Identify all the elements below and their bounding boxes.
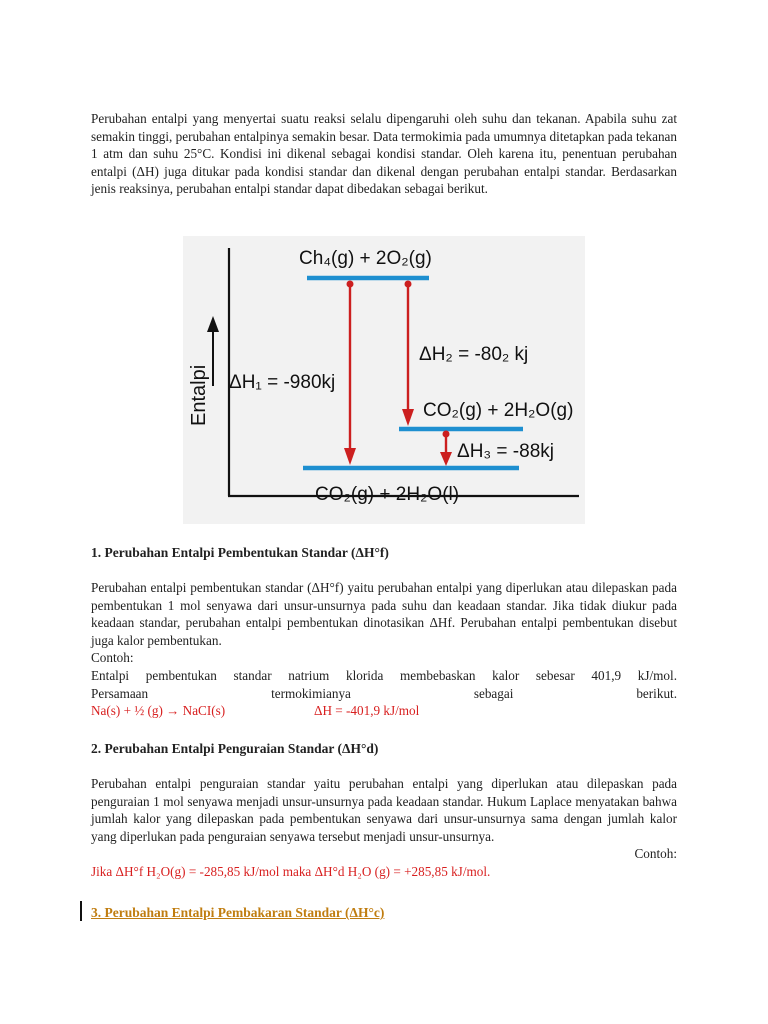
- dh3-label: ΔH₃ = -88kj: [457, 441, 554, 462]
- section-1-heading: 1. Perubahan Entalpi Pembentukan Standar (ΔH°f): [91, 545, 389, 560]
- axis-up-arrow-head: [207, 316, 219, 332]
- intro-paragraph: Perubahan entalpi yang menyertai suatu reaksi selalu dipengaruhi oleh suhu dan tekanan. Apabila suhu zat semakin tinggi, perubahan entalpinya semakin besar. Data termokimia pada umumnya ditetapkan pada tekanan 1 atm dan suhu 25°C. Kondisi ini dikenal sebagai kondisi standar. Oleh karena itu, penentuan perubahan entalpi (ΔH) juga ditukar pada kondisi standar dan dikenal dengan perubahan entalpi standar. Berdasarkan jenis reaksinya, perubahan entalpi standar dapat dibedakan sebagai berikut.: [91, 111, 677, 197]
- dh1-arrow-head: [344, 448, 356, 465]
- section-1-contoh: Contoh:: [91, 650, 134, 666]
- section-1-example-a: Entalpi pembentukan standar natrium klorida membebaskan kalor sebesar 401,9 kJ/mol.: [91, 667, 677, 683]
- top-level-label: Ch₄(g) + 2O₂(g): [299, 248, 432, 269]
- section-1-equation: [91, 702, 677, 720]
- section-1: [91, 544, 677, 720]
- section-3-heading-link[interactable]: 3. Perubahan Entalpi Pembakaran Standar (ΔH°c): [91, 905, 385, 920]
- document-body: [91, 110, 677, 198]
- section-1-paragraph: Perubahan entalpi pembentukan standar (ΔH°f) yaitu perubahan entalpi yang diperlukan atau dilepaskan pada pembentukan 1 mol senyawa dari unsur-unsurnya pada suhu dan keadaan standar. Jika tidak diukur pada keadaan standar, perubahan entalpi pembentukan dinotasikan ΔHf. Perubahan entalpi pembentukan disebut juga kalor pembentukan.: [91, 580, 677, 648]
- text-cursor: [80, 901, 82, 921]
- section-2-contoh: Contoh:: [634, 846, 677, 862]
- equation-reaction: Na(s) + ½ (g) → NaCI(s): [91, 703, 226, 719]
- section-2-example: Jika ΔH°f H₂O(g) = -285,85 kJ/mol maka ΔH°d H₂O (g) = +285,85 kJ/mol.: [91, 863, 491, 879]
- y-axis-label: Entalpi: [188, 364, 210, 426]
- dh2-label: ΔH₂ = -80₂ kj: [419, 344, 529, 365]
- section-2-paragraph: Perubahan entalpi penguraian standar yaitu perubahan entalpi yang diperlukan atau dilepaskan pada penguraian 1 mol senyawa menjadi unsur-unsurnya pada keadaan standar. Hukum Laplace menyatakan bahwa jumlah kalor yang dilepaskan pada pembentukan senyawa dari unsur-unsurnya sama dengan jumlah kalor yang diperlukan pada penguraian senyawa tersebut menjadi unsur-unsurnya.: [91, 776, 677, 844]
- section-2-heading: 2. Perubahan Entalpi Penguraian Standar (ΔH°d): [91, 741, 379, 756]
- equation-delta-h: ΔH = -401,9 kJ/mol: [314, 703, 420, 719]
- enthalpy-diagram-svg: [183, 236, 585, 524]
- section-1-example-b: Persamaan termokimianya sebagai berikut.: [91, 685, 677, 701]
- dh2-arrow-head: [402, 409, 414, 426]
- dh1-label: ΔH₁ = -980kj: [229, 372, 336, 393]
- enthalpy-diagram: [183, 236, 585, 524]
- dh3-arrow-head: [440, 452, 452, 466]
- section-2: [91, 740, 677, 881]
- middle-level-label: CO₂(g) + 2H₂O(g): [423, 400, 574, 421]
- bottom-level-label: CO₂(g) + 2H₂O(l): [315, 484, 460, 505]
